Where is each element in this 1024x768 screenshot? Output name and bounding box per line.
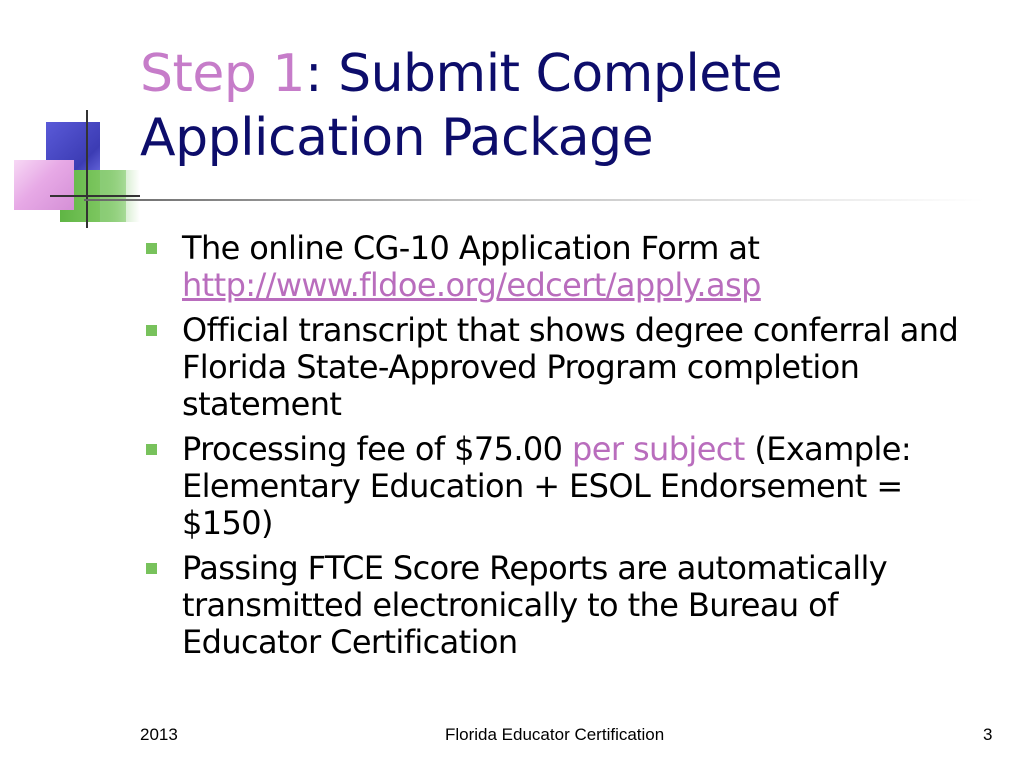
title-underline-rule xyxy=(84,199,984,201)
title-step: Step 1 xyxy=(140,44,306,104)
list-item xyxy=(140,230,980,304)
bullet-square-icon xyxy=(146,444,157,455)
bullet-square-icon xyxy=(146,325,157,336)
bullet-square-icon xyxy=(146,243,157,254)
footer-page-number: 3 xyxy=(983,725,993,744)
bullet-text: Official transcript that shows degree conferral and Florida State-Approved Program completion statement xyxy=(182,311,959,423)
bullet-text-accent: per subject xyxy=(572,430,745,468)
bullet-text: The online CG-10 Application Form at xyxy=(182,229,760,267)
list-item xyxy=(140,431,980,542)
apply-link[interactable]: http://www.fldoe.org/edcert/apply.asp xyxy=(182,266,761,304)
decorative-vertical-line xyxy=(86,110,88,228)
decorative-horizontal-line xyxy=(50,195,140,197)
bullet-text-pre: Processing fee of $75.00 xyxy=(182,430,573,468)
footer-title: Florida Educator Certification xyxy=(445,725,665,744)
list-item xyxy=(140,550,980,661)
bullet-text: Passing FTCE Score Reports are automatically transmitted electronically to the Bureau of Educator Certification xyxy=(182,549,888,661)
slide-title xyxy=(140,42,1000,170)
decorative-pink-square xyxy=(14,160,74,210)
footer-date: 2013 xyxy=(140,725,178,744)
bullet-square-icon xyxy=(146,563,157,574)
title-rest: : Submit Complete Application Package xyxy=(140,44,783,168)
bullet-text-post: (Example: Elementary Education + ESOL Endorsement = $150) xyxy=(182,430,912,542)
list-item xyxy=(140,312,980,423)
bullet-list xyxy=(140,230,980,669)
